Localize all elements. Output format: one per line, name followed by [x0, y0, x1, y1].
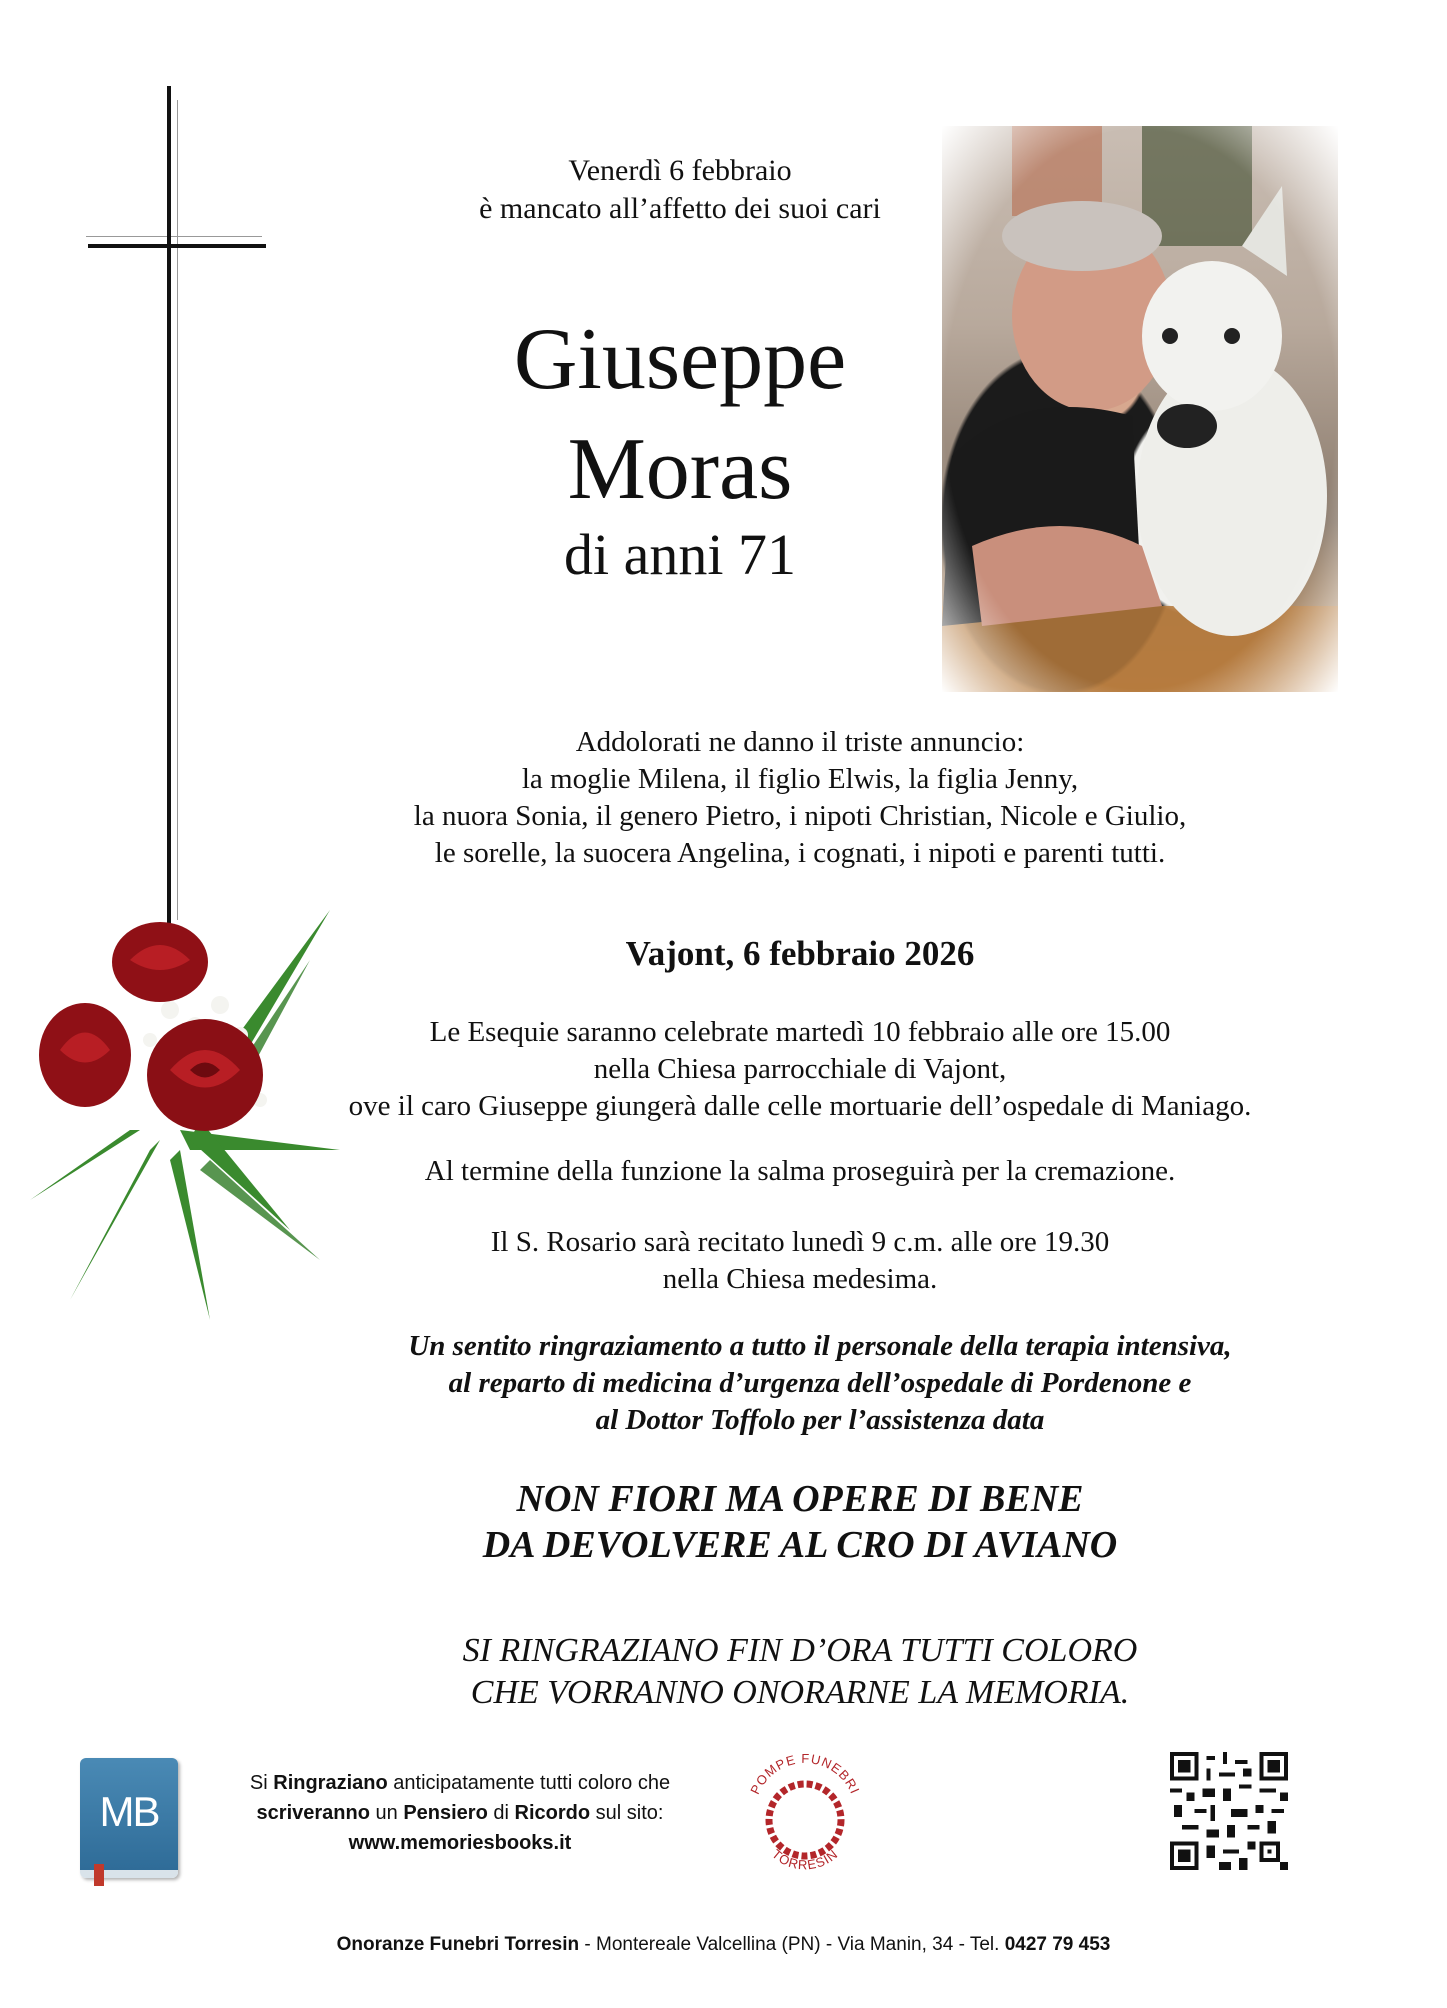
- site-note-word: Ringraziano: [273, 1772, 388, 1794]
- intro-text: [400, 152, 960, 228]
- site-note-word: Si: [249, 1772, 268, 1794]
- footer: [100, 1934, 1347, 1956]
- site-note-word: Ricordo: [514, 1802, 591, 1824]
- bookmark-icon: [94, 1864, 104, 1886]
- rosary-details: [250, 1224, 1350, 1298]
- site-note-word: sul sito:: [595, 1802, 664, 1824]
- memory-line: CHE VORRANNO ONORARNE LA MEMORIA.: [470, 1674, 1130, 1711]
- cross-icon: [167, 86, 171, 924]
- announcement: [300, 724, 1300, 872]
- svg-text:POMPE FUNEBRI: POMPE FUNEBRI: [747, 1750, 863, 1797]
- memory-line: SI RINGRAZIANO FIN D’ORA TUTTI COLORO: [462, 1632, 1138, 1669]
- announcement-line: la nuora Sonia, il genero Pietro, i nipoti Christian, Nicole e Giulio,: [413, 800, 1187, 832]
- cremation-note: Al termine della funzione la salma proseguirà per la cremazione.: [424, 1155, 1176, 1187]
- footer-address: - Montereale Valcellina (PN) - Via Manin, 34 - Tel.: [579, 1934, 1005, 1955]
- rosary-line: Il S. Rosario sarà recitato lunedì 9 c.m. alle ore 19.30: [490, 1226, 1110, 1258]
- mb-logo-text: MB: [99, 1788, 159, 1835]
- funeral-line: ove il caro Giuseppe giungerà dalle celle mortuarie dell’ospedale di Maniago.: [348, 1090, 1252, 1122]
- last-name: Moras: [567, 421, 793, 518]
- funeral-details: [250, 1014, 1350, 1125]
- cross-bar: [88, 244, 266, 248]
- funeral-line: Le Esequie saranno celebrate martedì 10 febbraio alle ore 15.00: [429, 1016, 1171, 1048]
- first-name: Giuseppe: [513, 311, 847, 408]
- thanks-line: Un sentito ringraziamento a tutto il personale della terapia intensiva,: [408, 1330, 1232, 1362]
- site-note-word: anticipatamente tutti coloro che: [393, 1772, 671, 1794]
- footer-phone[interactable]: 0427 79 453: [1004, 1934, 1111, 1955]
- no-flowers-line: DA DEVOLVERE AL CRO DI AVIANO: [482, 1524, 1118, 1566]
- portrait-photo: [942, 126, 1338, 692]
- funeral-line: nella Chiesa parrocchiale di Vajont,: [593, 1053, 1007, 1085]
- no-flowers-note: [300, 1476, 1300, 1568]
- deceased-name: [420, 305, 940, 525]
- site-note: [200, 1768, 720, 1858]
- site-note-word: un: [375, 1802, 398, 1824]
- deceased-age: di anni 71: [564, 522, 796, 587]
- site-note-word: di: [493, 1802, 509, 1824]
- thanks-line: al reparto di medicina d’urgenza dell’ospedale di Pordenone e: [448, 1367, 1192, 1399]
- memoriesbooks-logo[interactable]: [80, 1758, 178, 1878]
- funeral-home-logo: [740, 1738, 870, 1888]
- cross-shadow-horizontal: [86, 236, 262, 237]
- announcement-line: la moglie Milena, il figlio Elwis, la figlia Jenny,: [521, 763, 1079, 795]
- place-date: Vajont, 6 febbraio 2026: [625, 934, 975, 973]
- site-url-link[interactable]: www.memoriesbooks.it: [348, 1832, 572, 1854]
- site-note-word: Pensiero: [403, 1802, 488, 1824]
- rosary-line: nella Chiesa medesima.: [662, 1263, 938, 1295]
- site-note-word: scriveranno: [256, 1802, 370, 1824]
- footer-company: Onoranze Funebri Torresin: [336, 1934, 580, 1955]
- svg-text:TORRESIN: TORRESIN: [769, 1846, 841, 1873]
- no-flowers-line: NON FIORI MA OPERE DI BENE: [516, 1478, 1084, 1520]
- intro-sentence: è mancato all’affetto dei suoi cari: [479, 192, 881, 225]
- memory-note: [300, 1630, 1300, 1714]
- cross-shadow-vertical: [177, 100, 178, 920]
- intro-date: Venerdì 6 febbraio: [568, 154, 792, 187]
- thanks-line: al Dottor Toffolo per l’assistenza data: [595, 1404, 1045, 1436]
- announcement-line: Addolorati ne danno il triste annuncio:: [575, 726, 1025, 758]
- announcement-line: le sorelle, la suocera Angelina, i cognati, i nipoti e parenti tutti.: [434, 837, 1166, 869]
- qr-code-icon[interactable]: [1170, 1752, 1288, 1870]
- thanks-note: [290, 1328, 1350, 1439]
